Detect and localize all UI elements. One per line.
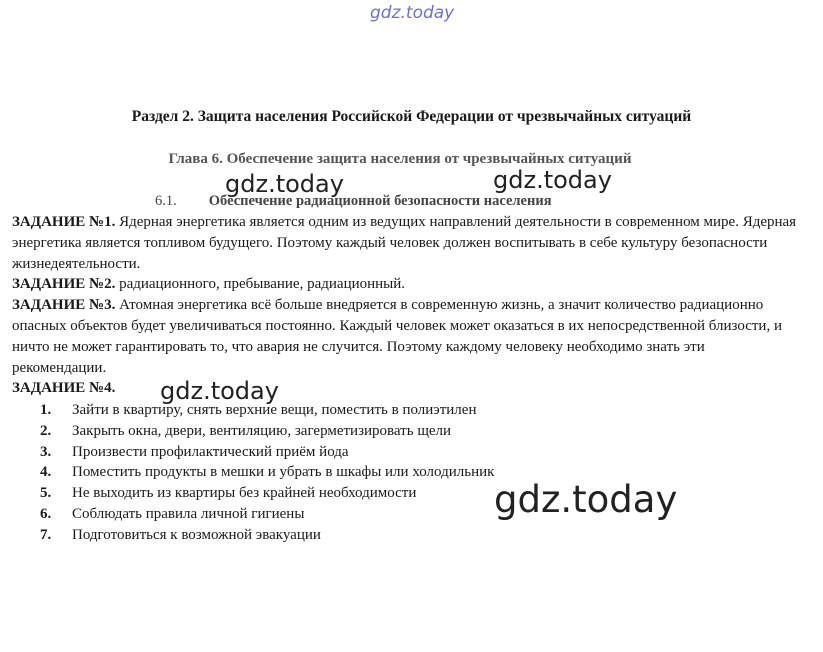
step-text: Подготовиться к возможной эвакуации [72, 526, 321, 543]
answers-body [12, 212, 802, 399]
list-item [40, 525, 494, 546]
step-text: Не выходить из квартиры без крайней необходимости [72, 485, 417, 502]
step-text: Закрыть окна, двери, вентиляцию, загерметизировать щели [72, 422, 452, 439]
step-number: 3. [40, 443, 52, 460]
list-item [40, 462, 494, 483]
list-item [40, 421, 494, 442]
watermark-b: gdz.today [493, 166, 612, 194]
task-2 [12, 274, 802, 295]
task-1-text: Ядерная энергетика является одним из ведущих направлений деятельности в современном мире. Ядерная энергетика является топливом будущего. Поэтому каждый человек должен воспитывать в себе культуру безопасности жизнедеятельности. [12, 214, 797, 272]
list-item [40, 442, 494, 463]
step-number: 7. [40, 526, 52, 543]
task-3 [12, 295, 802, 378]
subsection-heading [155, 193, 552, 210]
step-text: Произвести профилактический приём йода [72, 443, 349, 460]
step-number: 2. [40, 422, 52, 439]
step-number: 5. [40, 485, 52, 502]
steps-list [40, 400, 494, 546]
list-item [40, 504, 494, 525]
list-item [40, 483, 494, 504]
chapter-title: Глава 6. Обеспечение защита населения от чрезвычайных ситуаций [168, 151, 632, 167]
step-text: Поместить продукты в мешки и убрать в шкафы или холодильник [72, 464, 495, 481]
step-number: 6. [40, 505, 52, 522]
step-number: 4. [40, 464, 52, 481]
task-1-label: ЗАДАНИЕ №1. [12, 214, 116, 230]
subsection-title: Обеспечение радиационной безопасности населения [208, 193, 552, 209]
task-2-label: ЗАДАНИЕ №2. [12, 276, 116, 293]
watermark-top: gdz.today [370, 3, 455, 23]
step-text: Зайти в квартиру, снять верхние вещи, поместить в полиэтилен [72, 402, 477, 418]
task-1 [12, 212, 802, 274]
step-text: Соблюдать правила личной гигиены [72, 505, 305, 522]
watermark-a: gdz.today [225, 170, 344, 198]
watermark-c: gdz.today [160, 377, 279, 405]
task-4-label: ЗАДАНИЕ №4. [12, 380, 116, 397]
task-2-text: радиационного, пребывание, радиационный. [119, 276, 406, 293]
subsection-number: 6.1. [155, 193, 177, 209]
section-title: Раздел 2. Защита населения Российской Федерации от чрезвычайных ситуаций [131, 108, 692, 125]
task-4 [12, 378, 802, 399]
task-3-text: Атомная энергетика всё больше внедряется в современную жизнь, а значит количество радиационно опасных объектов будет увеличиваться постоянно. Каждый человек может оказаться в их непосредственной близости, и ничто не может гарантировать то, что авария не случится. Поэтому каждому человеку необходимо знать эти рекомендации. [12, 297, 782, 376]
step-number: 1. [40, 402, 52, 418]
task-3-label: ЗАДАНИЕ №3. [12, 297, 116, 314]
watermark-d: gdz.today [494, 478, 678, 521]
